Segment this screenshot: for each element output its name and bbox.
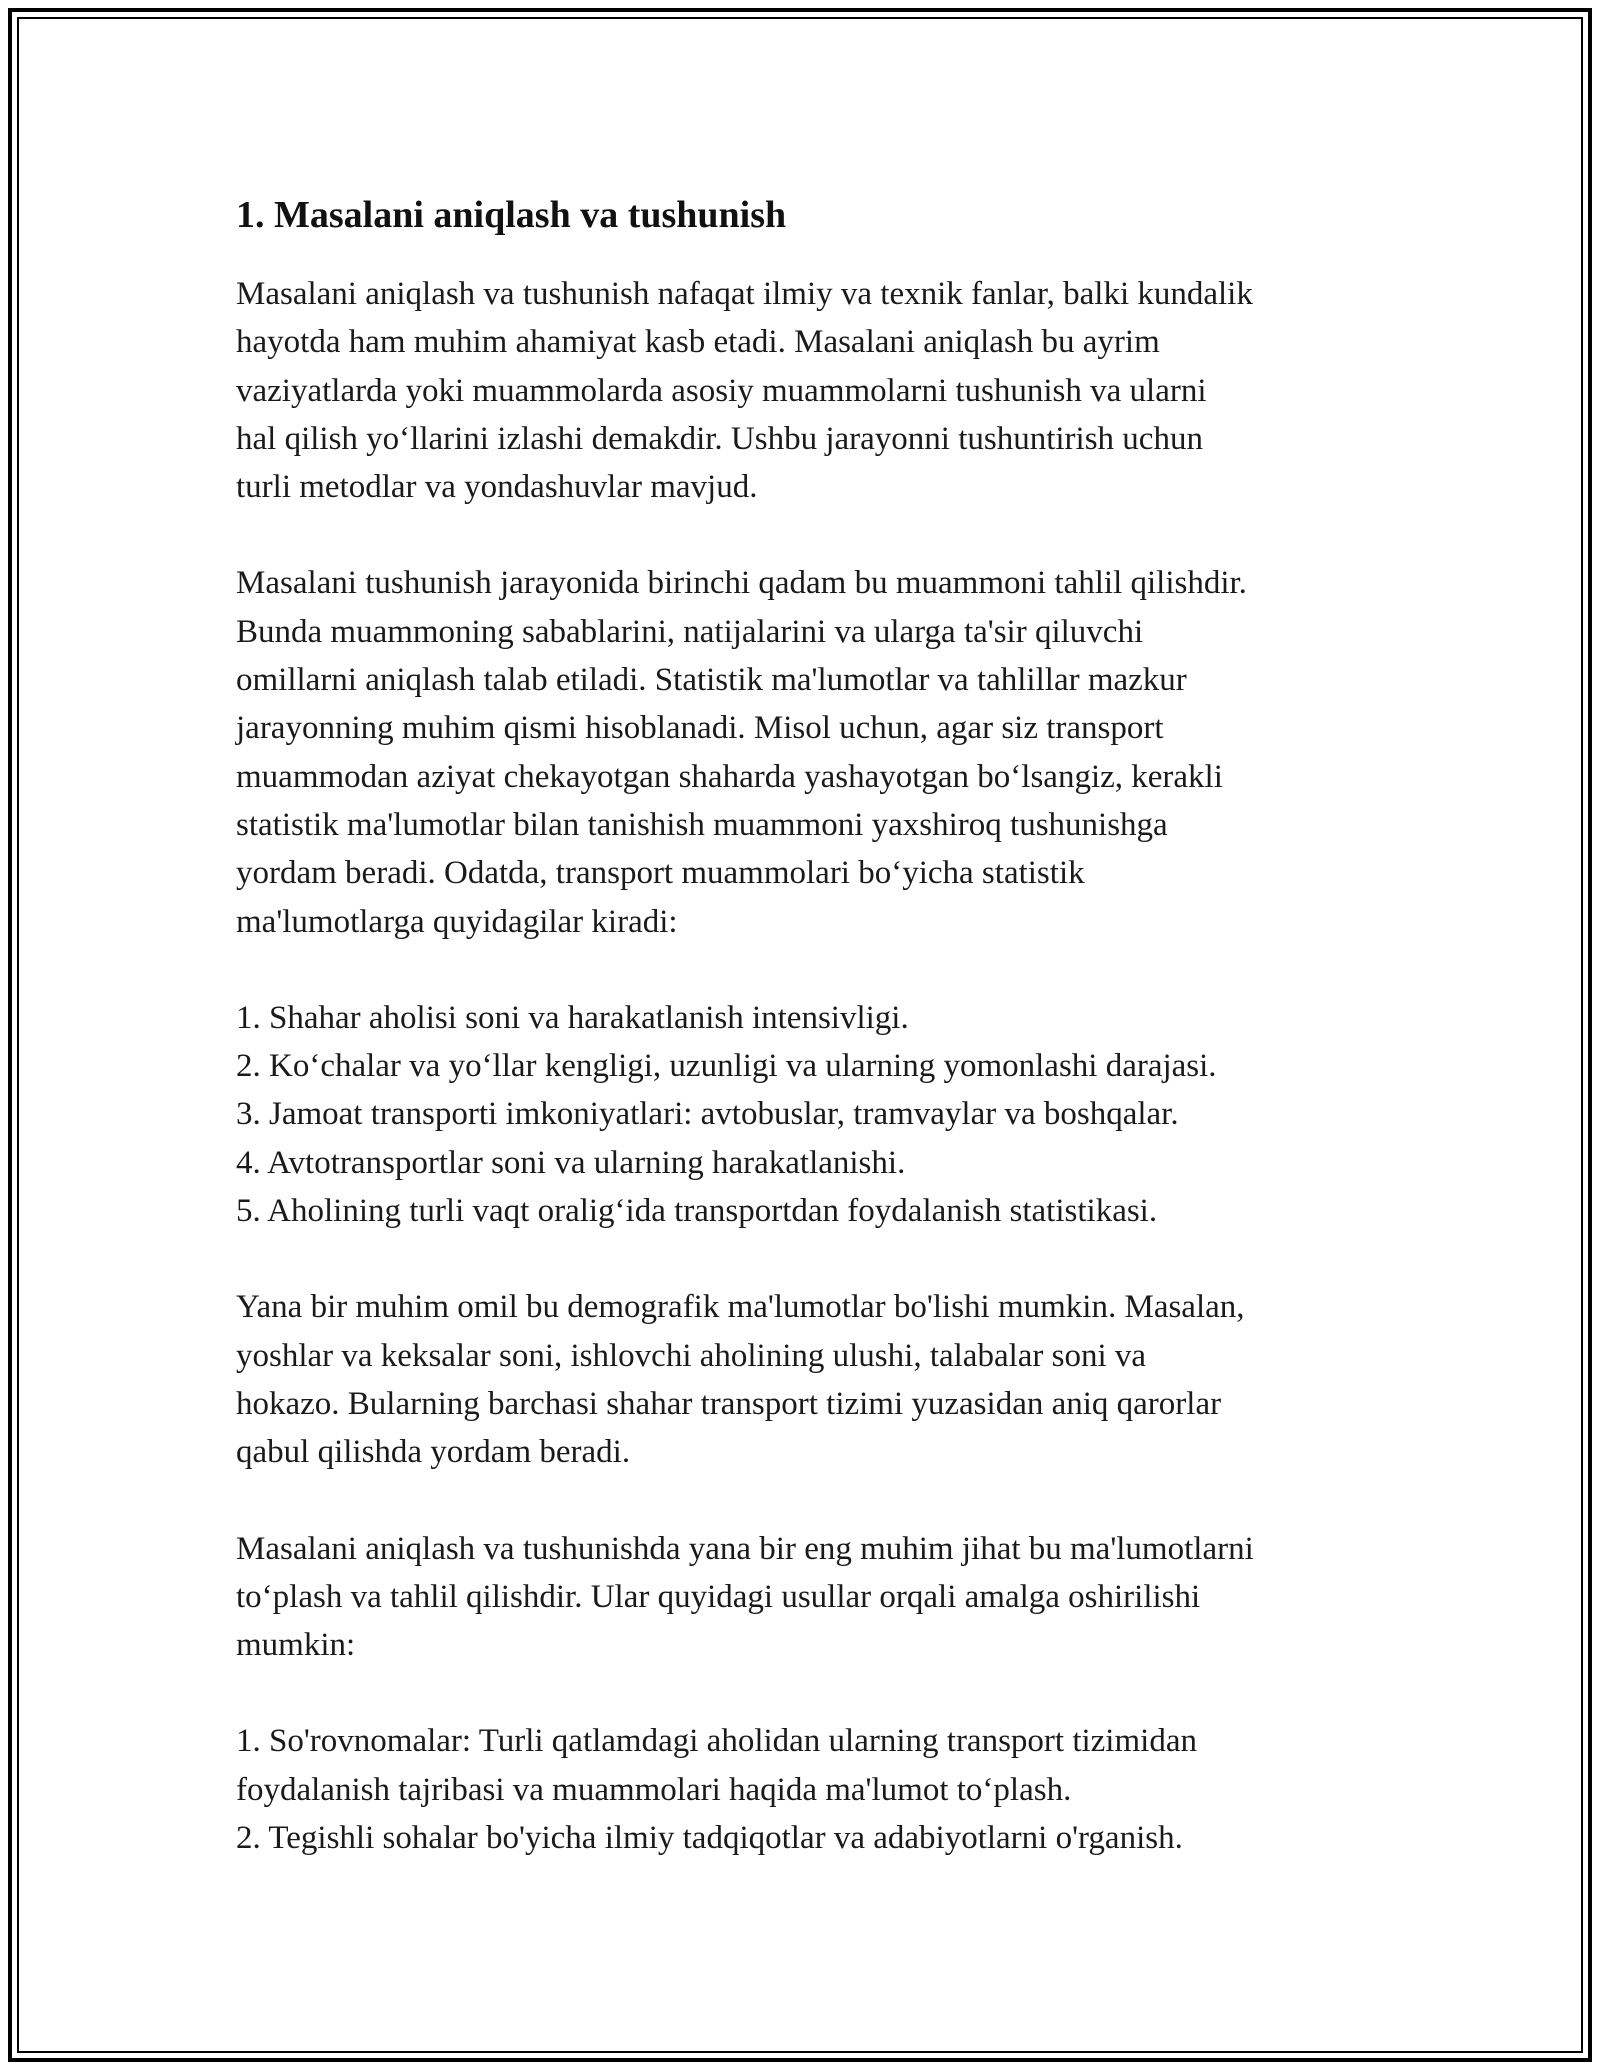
text-line: to‘plash va tahlil qilishdir. Ular quyidagi usullar orqali amalga oshirilishi bbox=[236, 1578, 1201, 1615]
statistics-list bbox=[236, 994, 1386, 1235]
list-item: 1. Shahar aholisi soni va harakatlanish intensivligi. bbox=[236, 999, 909, 1036]
paragraph-demographics bbox=[236, 1283, 1386, 1476]
text-line: Masalani aniqlash va tushunish nafaqat ilmiy va texnik fanlar, balki kundalik bbox=[236, 276, 1253, 312]
text-line: turli metodlar va yondashuvlar mavjud. bbox=[236, 469, 758, 506]
text-line: Bunda muammoning sabablarini, natijalarini va ularga ta'sir qiluvchi bbox=[236, 613, 1144, 650]
paragraph-data-collection bbox=[236, 1525, 1386, 1670]
text-line: Masalani aniqlash va tushunishda yana bir eng muhim jihat bu ma'lumotlarni bbox=[236, 1530, 1254, 1567]
text-line: hayotda ham muhim ahamiyat kasb etadi. Masalani aniqlash bu ayrim bbox=[236, 324, 1160, 361]
paragraph-intro bbox=[236, 270, 1386, 511]
text-line: yordam beradi. Odatda, transport muammolari bo‘yicha statistik bbox=[236, 855, 1085, 892]
document-body bbox=[236, 186, 1386, 1910]
text-line: hokazo. Bularning barchasi shahar transport tizimi yuzasidan aniq qarorlar bbox=[236, 1385, 1222, 1422]
text-line: vaziyatlarda yoki muammolarda asosiy muammolarni tushunish va ularni bbox=[236, 372, 1207, 409]
list-item: 5. Aholining turli vaqt oralig‘ida transportdan foydalanish statistikasi. bbox=[236, 1193, 1158, 1230]
text-line: Masalani tushunish jarayonida birinchi qadam bu muammoni tahlil qilishdir. bbox=[236, 565, 1247, 602]
list-item: 2. Ko‘chalar va yo‘llar kengligi, uzunligi va ularning yomonlashi darajasi. bbox=[236, 1048, 1217, 1085]
methods-list bbox=[236, 1717, 1386, 1862]
text-line: muammodan aziyat chekayotgan shaharda yashayotgan bo‘lsangiz, kerakli bbox=[236, 758, 1223, 795]
text-line: qabul qilishda yordam beradi. bbox=[236, 1434, 631, 1471]
text-line: statistik ma'lumotlar bilan tanishish muammoni yaxshiroq tushunishga bbox=[236, 806, 1168, 843]
text-line: Yana bir muhim omil bu demografik ma'lumotlar bo'lishi mumkin. Masalan, bbox=[236, 1289, 1245, 1326]
section-heading: 1. Masalani aniqlash va tushunish bbox=[236, 194, 787, 236]
list-item: 3. Jamoat transporti imkoniyatlari: avtobuslar, tramvaylar va boshqalar. bbox=[236, 1096, 1179, 1133]
list-item: 4. Avtotransportlar soni va ularning harakatlanishi. bbox=[236, 1144, 906, 1181]
text-line: omillarni aniqlash talab etiladi. Statistik ma'lumotlar va tahlillar mazkur bbox=[236, 662, 1187, 699]
text-line: yoshlar va keksalar soni, ishlovchi aholining ulushi, talabalar soni va bbox=[236, 1337, 1147, 1374]
paragraph-analysis bbox=[236, 559, 1386, 945]
text-line: hal qilish yo‘llarini izlashi demakdir. Ushbu jarayonni tushuntirish uchun bbox=[236, 420, 1203, 457]
text-line: ma'lumotlarga quyidagilar kiradi: bbox=[236, 903, 678, 940]
text-line: mumkin: bbox=[236, 1627, 356, 1664]
list-item: 2. Tegishli sohalar bo'yicha ilmiy tadqiqotlar va adabiyotlarni o'rganish. bbox=[236, 1820, 1183, 1857]
text-line: jarayonning muhim qismi hisoblanadi. Misol uchun, agar siz transport bbox=[236, 710, 1164, 747]
list-item-continuation: foydalanish tajribasi va muammolari haqida ma'lumot to‘plash. bbox=[236, 1771, 1072, 1808]
list-item: 1. So'rovnomalar: Turli qatlamdagi aholidan ularning transport tizimidan bbox=[236, 1723, 1197, 1760]
